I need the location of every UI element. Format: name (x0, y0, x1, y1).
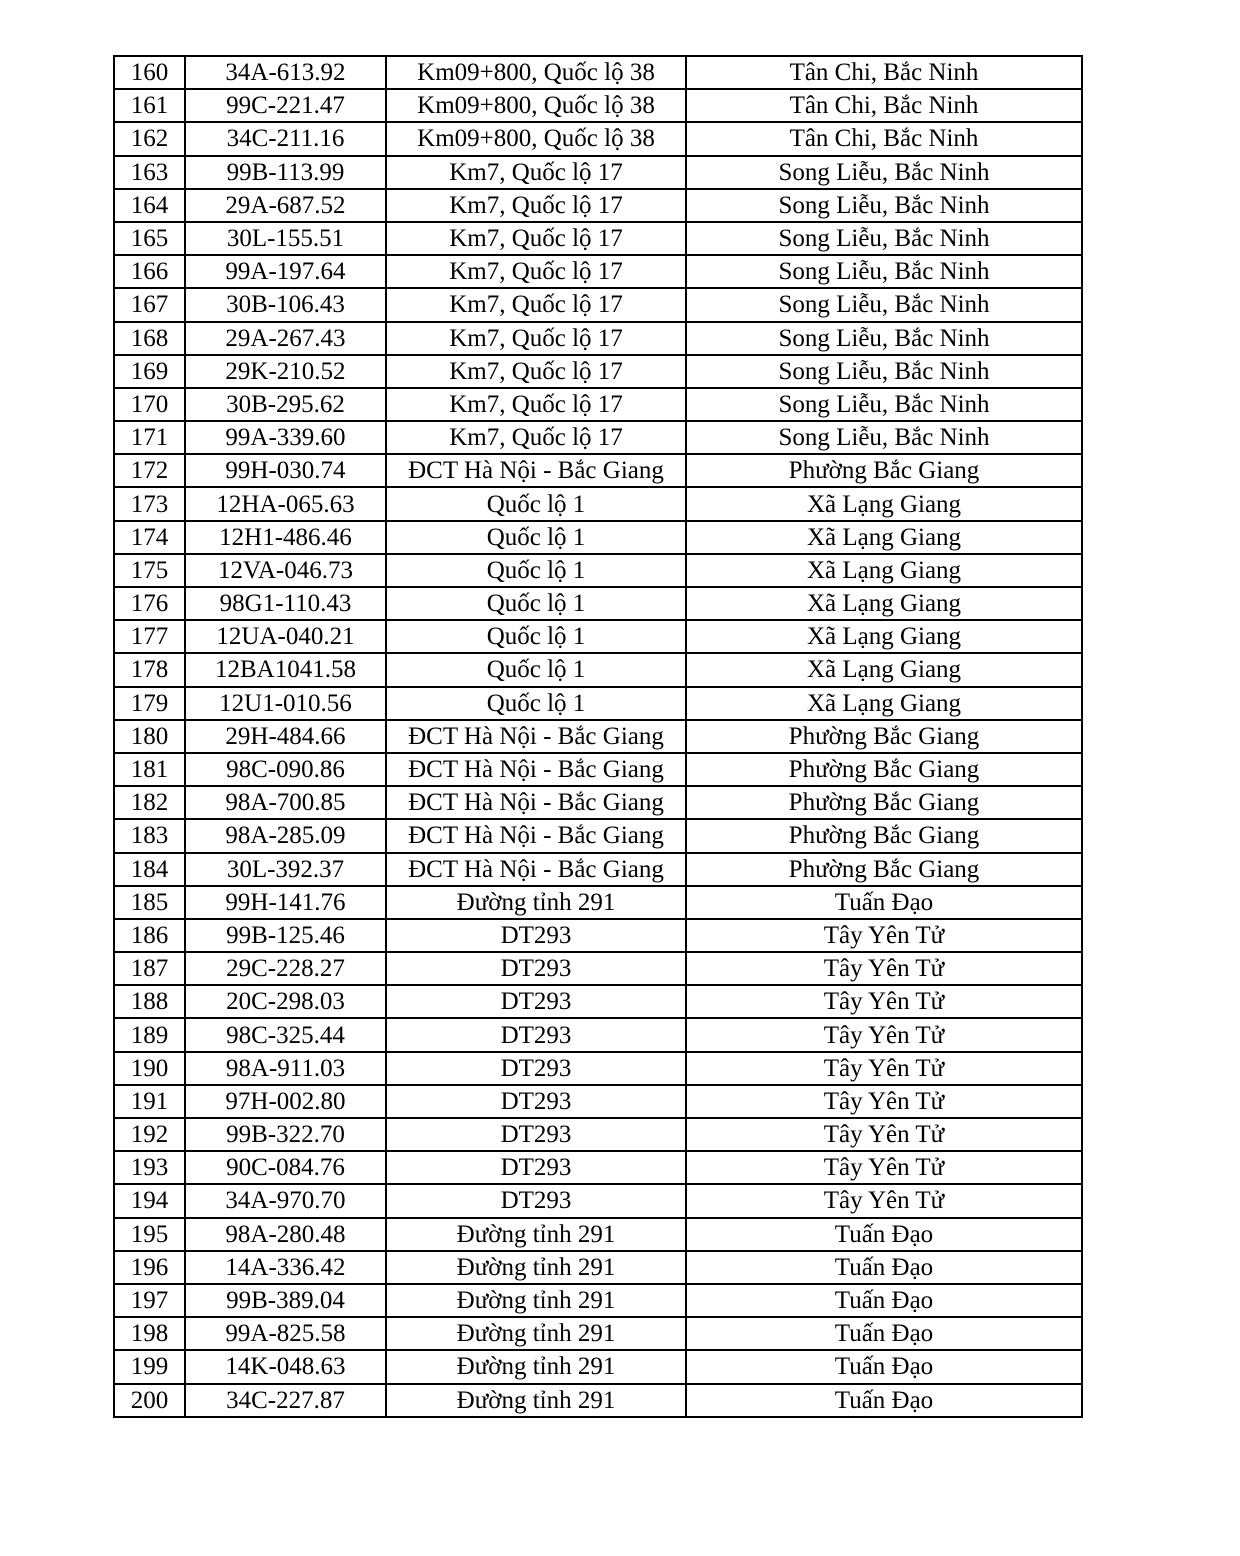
license-plate-cell: 30B-106.43 (185, 288, 386, 321)
row-number-cell: 160 (114, 56, 185, 89)
handling-unit-cell: Tây Yên Tử (686, 1018, 1082, 1051)
row-number-cell: 180 (114, 720, 185, 753)
row-number-cell: 174 (114, 521, 185, 554)
license-plate-cell: 98G1-110.43 (185, 587, 386, 620)
license-plate-cell: 99B-113.99 (185, 156, 386, 189)
row-number-cell: 186 (114, 919, 185, 952)
handling-unit-cell: Tuấn Đạo (686, 1384, 1082, 1417)
row-number-cell: 175 (114, 554, 185, 587)
violation-location-cell: ĐCT Hà Nội - Bắc Giang (386, 753, 686, 786)
license-plate-cell: 34C-227.87 (185, 1384, 386, 1417)
license-plate-cell: 29K-210.52 (185, 355, 386, 388)
license-plate-cell: 12H1-486.46 (185, 521, 386, 554)
row-number-cell: 199 (114, 1350, 185, 1383)
table-row (114, 1218, 1082, 1251)
violation-location-cell: DT293 (386, 1052, 686, 1085)
row-number-cell: 173 (114, 487, 185, 520)
license-plate-cell: 98A-285.09 (185, 819, 386, 852)
license-plate-cell: 30B-295.62 (185, 388, 386, 421)
handling-unit-cell: Song Liễu, Bắc Ninh (686, 222, 1082, 255)
handling-unit-cell: Xã Lạng Giang (686, 487, 1082, 520)
row-number-cell: 193 (114, 1151, 185, 1184)
row-number-cell: 198 (114, 1317, 185, 1350)
table-row (114, 1052, 1082, 1085)
handling-unit-cell: Tuấn Đạo (686, 1284, 1082, 1317)
violation-location-cell: Km09+800, Quốc lộ 38 (386, 56, 686, 89)
violation-location-cell: DT293 (386, 1118, 686, 1151)
handling-unit-cell: Tây Yên Tử (686, 985, 1082, 1018)
table-row (114, 653, 1082, 686)
handling-unit-cell: Tân Chi, Bắc Ninh (686, 122, 1082, 155)
handling-unit-cell: Song Liễu, Bắc Ninh (686, 156, 1082, 189)
license-plate-cell: 99H-030.74 (185, 454, 386, 487)
table-row (114, 156, 1082, 189)
row-number-cell: 163 (114, 156, 185, 189)
violation-location-cell: DT293 (386, 952, 686, 985)
table-row (114, 487, 1082, 520)
violation-location-cell: DT293 (386, 1085, 686, 1118)
license-plate-cell: 34C-211.16 (185, 122, 386, 155)
handling-unit-cell: Song Liễu, Bắc Ninh (686, 388, 1082, 421)
row-number-cell: 170 (114, 388, 185, 421)
table-row (114, 952, 1082, 985)
table-row (114, 1350, 1082, 1383)
row-number-cell: 164 (114, 189, 185, 222)
table-row (114, 886, 1082, 919)
license-plate-cell: 99B-389.04 (185, 1284, 386, 1317)
violation-location-cell: Đường tỉnh 291 (386, 1218, 686, 1251)
row-number-cell: 166 (114, 255, 185, 288)
row-number-cell: 191 (114, 1085, 185, 1118)
violation-location-cell: DT293 (386, 985, 686, 1018)
license-plate-cell: 12UA-040.21 (185, 620, 386, 653)
table-row (114, 56, 1082, 89)
handling-unit-cell: Song Liễu, Bắc Ninh (686, 421, 1082, 454)
handling-unit-cell: Tuấn Đạo (686, 1317, 1082, 1350)
row-number-cell: 161 (114, 89, 185, 122)
license-plate-cell: 98C-325.44 (185, 1018, 386, 1051)
handling-unit-cell: Phường Bắc Giang (686, 454, 1082, 487)
license-plate-cell: 34A-970.70 (185, 1184, 386, 1217)
license-plate-cell: 99B-322.70 (185, 1118, 386, 1151)
row-number-cell: 195 (114, 1218, 185, 1251)
handling-unit-cell: Xã Lạng Giang (686, 653, 1082, 686)
violation-location-cell: DT293 (386, 919, 686, 952)
violation-location-cell: Km7, Quốc lộ 17 (386, 355, 686, 388)
row-number-cell: 181 (114, 753, 185, 786)
handling-unit-cell: Tây Yên Tử (686, 1184, 1082, 1217)
handling-unit-cell: Tây Yên Tử (686, 919, 1082, 952)
row-number-cell: 179 (114, 687, 185, 720)
table-row (114, 919, 1082, 952)
handling-unit-cell: Song Liễu, Bắc Ninh (686, 255, 1082, 288)
table-row (114, 1085, 1082, 1118)
table-row (114, 687, 1082, 720)
violation-location-cell: Km09+800, Quốc lộ 38 (386, 122, 686, 155)
table-row (114, 620, 1082, 653)
handling-unit-cell: Tây Yên Tử (686, 1118, 1082, 1151)
handling-unit-cell: Tây Yên Tử (686, 1085, 1082, 1118)
license-plate-cell: 20C-298.03 (185, 985, 386, 1018)
row-number-cell: 185 (114, 886, 185, 919)
license-plate-cell: 29H-484.66 (185, 720, 386, 753)
handling-unit-cell: Tuấn Đạo (686, 886, 1082, 919)
violation-location-cell: Đường tỉnh 291 (386, 1284, 686, 1317)
handling-unit-cell: Phường Bắc Giang (686, 786, 1082, 819)
handling-unit-cell: Phường Bắc Giang (686, 819, 1082, 852)
handling-unit-cell: Tuấn Đạo (686, 1350, 1082, 1383)
row-number-cell: 188 (114, 985, 185, 1018)
table-row (114, 521, 1082, 554)
handling-unit-cell: Tân Chi, Bắc Ninh (686, 56, 1082, 89)
row-number-cell: 165 (114, 222, 185, 255)
row-number-cell: 187 (114, 952, 185, 985)
table-row (114, 1317, 1082, 1350)
handling-unit-cell: Tuấn Đạo (686, 1218, 1082, 1251)
row-number-cell: 189 (114, 1018, 185, 1051)
violation-location-cell: Đường tỉnh 291 (386, 1384, 686, 1417)
license-plate-cell: 14A-336.42 (185, 1251, 386, 1284)
table-row (114, 122, 1082, 155)
table-row (114, 1184, 1082, 1217)
license-plate-cell: 30L-155.51 (185, 222, 386, 255)
license-plate-cell: 12BA1041.58 (185, 653, 386, 686)
table-row (114, 753, 1082, 786)
handling-unit-cell: Tây Yên Tử (686, 952, 1082, 985)
table-row (114, 1151, 1082, 1184)
license-plate-cell: 12U1-010.56 (185, 687, 386, 720)
handling-unit-cell: Tây Yên Tử (686, 1151, 1082, 1184)
license-plate-cell: 99B-125.46 (185, 919, 386, 952)
violation-location-cell: Quốc lộ 1 (386, 587, 686, 620)
violation-location-cell: DT293 (386, 1151, 686, 1184)
license-plate-cell: 99A-825.58 (185, 1317, 386, 1350)
row-number-cell: 196 (114, 1251, 185, 1284)
license-plate-cell: 98A-280.48 (185, 1218, 386, 1251)
row-number-cell: 177 (114, 620, 185, 653)
table-row (114, 322, 1082, 355)
row-number-cell: 176 (114, 587, 185, 620)
violation-location-cell: Km7, Quốc lộ 17 (386, 189, 686, 222)
table-row (114, 1118, 1082, 1151)
violation-location-cell: Quốc lộ 1 (386, 653, 686, 686)
handling-unit-cell: Xã Lạng Giang (686, 554, 1082, 587)
row-number-cell: 169 (114, 355, 185, 388)
violation-location-cell: Km7, Quốc lộ 17 (386, 255, 686, 288)
license-plate-cell: 99H-141.76 (185, 886, 386, 919)
row-number-cell: 200 (114, 1384, 185, 1417)
row-number-cell: 182 (114, 786, 185, 819)
violation-location-cell: DT293 (386, 1018, 686, 1051)
table-row (114, 355, 1082, 388)
row-number-cell: 183 (114, 819, 185, 852)
row-number-cell: 168 (114, 322, 185, 355)
violation-location-cell: ĐCT Hà Nội - Bắc Giang (386, 853, 686, 886)
table-row (114, 1384, 1082, 1417)
table-row (114, 421, 1082, 454)
table-body (114, 56, 1082, 1417)
license-plate-cell: 99A-197.64 (185, 255, 386, 288)
violation-location-cell: Km7, Quốc lộ 17 (386, 288, 686, 321)
license-plate-cell: 29A-687.52 (185, 189, 386, 222)
violation-location-cell: Km09+800, Quốc lộ 38 (386, 89, 686, 122)
license-plate-cell: 12VA-046.73 (185, 554, 386, 587)
table-row (114, 853, 1082, 886)
violation-location-cell: Đường tỉnh 291 (386, 1317, 686, 1350)
license-plate-cell: 30L-392.37 (185, 853, 386, 886)
table-row (114, 819, 1082, 852)
table-row (114, 554, 1082, 587)
violation-table (113, 55, 1083, 1418)
handling-unit-cell: Phường Bắc Giang (686, 753, 1082, 786)
row-number-cell: 184 (114, 853, 185, 886)
table-row (114, 985, 1082, 1018)
row-number-cell: 167 (114, 288, 185, 321)
row-number-cell: 171 (114, 421, 185, 454)
handling-unit-cell: Phường Bắc Giang (686, 720, 1082, 753)
handling-unit-cell: Song Liễu, Bắc Ninh (686, 288, 1082, 321)
row-number-cell: 192 (114, 1118, 185, 1151)
table-row (114, 786, 1082, 819)
handling-unit-cell: Xã Lạng Giang (686, 521, 1082, 554)
license-plate-cell: 97H-002.80 (185, 1085, 386, 1118)
license-plate-cell: 34A-613.92 (185, 56, 386, 89)
handling-unit-cell: Phường Bắc Giang (686, 853, 1082, 886)
handling-unit-cell: Xã Lạng Giang (686, 620, 1082, 653)
license-plate-cell: 98A-700.85 (185, 786, 386, 819)
violation-location-cell: Km7, Quốc lộ 17 (386, 322, 686, 355)
license-plate-cell: 12HA-065.63 (185, 487, 386, 520)
violation-location-cell: Quốc lộ 1 (386, 487, 686, 520)
violation-location-cell: ĐCT Hà Nội - Bắc Giang (386, 720, 686, 753)
table-row (114, 454, 1082, 487)
row-number-cell: 162 (114, 122, 185, 155)
table-row (114, 587, 1082, 620)
row-number-cell: 197 (114, 1284, 185, 1317)
row-number-cell: 178 (114, 653, 185, 686)
license-plate-cell: 29A-267.43 (185, 322, 386, 355)
violation-location-cell: ĐCT Hà Nội - Bắc Giang (386, 786, 686, 819)
handling-unit-cell: Xã Lạng Giang (686, 687, 1082, 720)
violation-location-cell: ĐCT Hà Nội - Bắc Giang (386, 819, 686, 852)
license-plate-cell: 99A-339.60 (185, 421, 386, 454)
handling-unit-cell: Song Liễu, Bắc Ninh (686, 189, 1082, 222)
license-plate-cell: 98C-090.86 (185, 753, 386, 786)
license-plate-cell: 29C-228.27 (185, 952, 386, 985)
handling-unit-cell: Xã Lạng Giang (686, 587, 1082, 620)
row-number-cell: 172 (114, 454, 185, 487)
violation-location-cell: DT293 (386, 1184, 686, 1217)
table-row (114, 388, 1082, 421)
violation-location-cell: Quốc lộ 1 (386, 554, 686, 587)
table-row (114, 288, 1082, 321)
row-number-cell: 190 (114, 1052, 185, 1085)
handling-unit-cell: Tuấn Đạo (686, 1251, 1082, 1284)
violation-location-cell: Quốc lộ 1 (386, 521, 686, 554)
license-plate-cell: 14K-048.63 (185, 1350, 386, 1383)
violation-location-cell: Km7, Quốc lộ 17 (386, 156, 686, 189)
table-row (114, 1284, 1082, 1317)
row-number-cell: 194 (114, 1184, 185, 1217)
violation-location-cell: Km7, Quốc lộ 17 (386, 388, 686, 421)
table-row (114, 222, 1082, 255)
license-plate-cell: 90C-084.76 (185, 1151, 386, 1184)
handling-unit-cell: Song Liễu, Bắc Ninh (686, 355, 1082, 388)
table-row (114, 89, 1082, 122)
violation-location-cell: Đường tỉnh 291 (386, 1350, 686, 1383)
violation-location-cell: Đường tỉnh 291 (386, 1251, 686, 1284)
violation-location-cell: ĐCT Hà Nội - Bắc Giang (386, 454, 686, 487)
table-row (114, 720, 1082, 753)
violation-location-cell: Đường tỉnh 291 (386, 886, 686, 919)
violation-location-cell: Km7, Quốc lộ 17 (386, 421, 686, 454)
table-row (114, 1251, 1082, 1284)
handling-unit-cell: Tân Chi, Bắc Ninh (686, 89, 1082, 122)
license-plate-cell: 98A-911.03 (185, 1052, 386, 1085)
table-row (114, 255, 1082, 288)
license-plate-cell: 99C-221.47 (185, 89, 386, 122)
violation-location-cell: Quốc lộ 1 (386, 620, 686, 653)
table-row (114, 1018, 1082, 1051)
handling-unit-cell: Tây Yên Tử (686, 1052, 1082, 1085)
violation-location-cell: Km7, Quốc lộ 17 (386, 222, 686, 255)
table-row (114, 189, 1082, 222)
handling-unit-cell: Song Liễu, Bắc Ninh (686, 322, 1082, 355)
violation-location-cell: Quốc lộ 1 (386, 687, 686, 720)
